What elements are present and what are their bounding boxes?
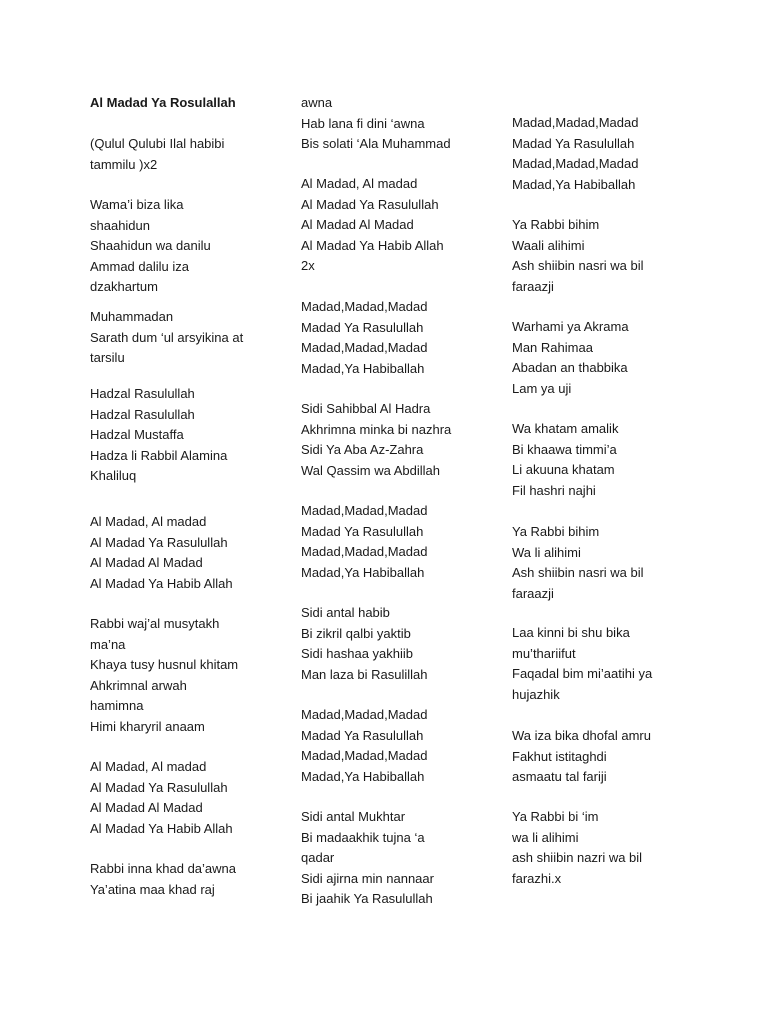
lyric-line: Al Madad Ya Habib Allah (90, 575, 233, 591)
lyric-line: Wal Qassim wa Abdillah (301, 462, 440, 478)
stanza (90, 614, 270, 737)
lyric-line: Khaliluq (90, 468, 137, 483)
lyric-line: Rabbi inna khad da’awna (90, 861, 236, 876)
lyric-line: Al Madad Al Madad (90, 800, 203, 815)
lyric-line: faraazji (512, 278, 554, 294)
lyric-line: awna (301, 95, 333, 110)
lyric-line: Lam ya uji (512, 380, 572, 396)
lyric-line: Wa li alihimi (512, 544, 581, 560)
lyric-line: Sidi antal habib (301, 605, 390, 620)
stanza (90, 307, 270, 369)
lyric-line: Bi jaahik Ya Rasulullah (301, 891, 433, 906)
lyric-line: Al Madad Ya Rasulullah (301, 196, 439, 212)
lyric-line: Madad,Ya Habiballah (512, 176, 636, 192)
lyric-line: Hab lana fi dini ‘awna (301, 115, 425, 131)
lyric-line: Madad Ya Rasulullah (512, 135, 635, 151)
lyric-line: Al Madad, Al madad (90, 759, 207, 774)
lyric-line: Hadzal Mustaffa (90, 427, 184, 442)
lyric-line: Hadzal Rasulullah (90, 406, 195, 422)
lyric-line: Wa iza bika dhofal amru (512, 728, 651, 743)
lyric-line: faraazji (512, 585, 554, 601)
lyric-line: Ya Rabbi bi ‘im (512, 809, 599, 824)
stanza (512, 522, 692, 604)
lyric-line: Waali alihimi (512, 237, 585, 253)
lyric-line: Al Madad Al Madad (90, 555, 203, 570)
stanza (90, 384, 270, 487)
lyric-line: Hadza li Rabbil Alamina (90, 447, 228, 463)
lyric-line: Sidi Ya Aba Az-Zahra (301, 442, 424, 457)
lyric-line: Madad,Madad,Madad (301, 544, 428, 559)
lyric-line: Madad,Madad,Madad (512, 156, 639, 171)
lyric-line: Wa khatam amalik (512, 421, 619, 436)
lyric-line: Ya Rabbi bihim (512, 217, 600, 232)
lyric-line: ma’na (90, 636, 126, 652)
stanza (301, 705, 486, 787)
stanza (512, 317, 692, 399)
lyric-line: Sidi antal Mukhtar (301, 809, 406, 824)
lyric-line: mu’thariifut (512, 645, 576, 661)
lyric-line: Sidi hashaa yakhiib (301, 646, 414, 661)
lyric-line: asmaatu tal fariji (512, 769, 607, 784)
lyric-line: Al Madad Ya Rasulullah (90, 779, 228, 795)
lyric-line: Ya’atina maa khad raj (90, 881, 215, 897)
lyric-line: Fil hashri najhi (512, 482, 596, 498)
lyric-line: Rabbi waj’al musytakh (90, 616, 220, 631)
lyric-line: Al Madad Ya Habib Allah (90, 820, 233, 836)
lyric-line: Bi khaawa timmi’a (512, 441, 617, 457)
lyric-line: Ahkrimnal arwah (90, 677, 187, 693)
lyric-line: Sarath dum ‘ul arsyikina at (90, 329, 244, 345)
stanza (301, 603, 486, 685)
stanza (301, 501, 486, 583)
stanza (512, 726, 692, 788)
lyric-line: Madad,Madad,Madad (301, 340, 428, 355)
lyric-line: Li akuuna khatam (512, 462, 615, 477)
lyric-line: Al Madad Al Madad (301, 217, 414, 232)
lyric-line: wa li alihimi (512, 829, 579, 845)
lyric-line: Man laza bi Rasulillah (301, 666, 428, 682)
lyric-line: farazhi.x (512, 870, 562, 886)
lyric-line: Fakhut istitaghdi (512, 748, 607, 764)
lyric-line: Bis solati ‘Ala Muhammad (301, 136, 451, 151)
lyric-line: Abadan an thabbika (512, 360, 628, 375)
lyric-line: Himi kharyril anaam (90, 718, 205, 734)
lyric-line: 2x (301, 258, 315, 273)
lyric-line: Al Madad, Al madad (301, 176, 418, 191)
lyric-line: Madad,Madad,Madad (301, 299, 428, 314)
lyric-line: (Qulul Qulubi Ilal habibi (90, 136, 225, 151)
lyric-line: dzakhartum (90, 279, 158, 294)
stanza (301, 174, 486, 277)
lyric-line: shaahidun (90, 217, 150, 233)
stanza (512, 215, 692, 297)
stanza (512, 419, 692, 501)
stanza (90, 859, 270, 900)
document-title: Al Madad Ya Rosulallah (90, 95, 236, 110)
lyric-line: Madad Ya Rasulullah (301, 523, 424, 539)
lyric-line: Warhami ya Akrama (512, 319, 629, 334)
lyric-line: Bi madaakhik tujna ‘a (301, 829, 425, 845)
stanza (90, 93, 270, 114)
lyric-line: Madad Ya Rasulullah (301, 319, 424, 335)
lyric-line: Madad,Ya Habiballah (301, 768, 425, 784)
lyric-line: Akhrimna minka bi nazhra (301, 421, 452, 437)
stanza (301, 399, 486, 481)
lyric-line: tarsilu (90, 350, 125, 365)
lyric-line: Madad,Madad,Madad (301, 707, 428, 722)
lyric-line: ash shiibin nazri wa bil (512, 850, 643, 865)
lyric-line: Madad,Ya Habiballah (301, 564, 425, 580)
lyric-line: Sidi ajirna min nannaar (301, 870, 434, 886)
stanza (301, 93, 486, 155)
stanza (90, 757, 270, 839)
stanza (512, 807, 692, 889)
lyric-line: Faqadal bim mi’aatihi ya (512, 666, 653, 681)
lyric-line: Madad,Madad,Madad (301, 748, 428, 763)
lyric-line: hujazhik (512, 686, 560, 702)
lyric-line: Khaya tusy husnul khitam (90, 657, 239, 672)
lyric-line: Ammad dalilu iza (90, 258, 189, 274)
lyric-line: Al Madad, Al madad (90, 514, 207, 529)
stanza (90, 195, 270, 298)
lyric-line: Madad,Ya Habiballah (301, 360, 425, 376)
lyric-line: Ash shiibin nasri wa bil (512, 258, 644, 273)
lyric-line: Al Madad Ya Habib Allah (301, 237, 444, 253)
lyric-line: Wama’i biza lika (90, 197, 184, 212)
lyric-line: Sidi Sahibbal Al Hadra (301, 401, 431, 416)
lyric-line: Muhammadan (90, 309, 174, 324)
lyric-line: Laa kinni bi shu bika (512, 625, 630, 640)
stanza (512, 113, 692, 195)
lyric-line: tammilu )x2 (90, 156, 158, 172)
lyric-line: Ash shiibin nasri wa bil (512, 565, 644, 580)
lyric-line: Man Rahimaa (512, 339, 593, 355)
lyric-line: Bi zikril qalbi yaktib (301, 625, 411, 641)
stanza (512, 623, 692, 705)
stanza (301, 807, 486, 910)
stanza (90, 134, 270, 175)
lyric-line: hamimna (90, 698, 144, 713)
lyric-line: Madad Ya Rasulullah (301, 727, 424, 743)
lyric-line: Ya Rabbi bihim (512, 524, 600, 539)
lyric-line: Hadzal Rasulullah (90, 386, 195, 401)
stanza (301, 297, 486, 379)
lyric-line: Madad,Madad,Madad (301, 503, 428, 518)
lyric-line: Al Madad Ya Rasulullah (90, 534, 228, 550)
lyric-line: Madad,Madad,Madad (512, 115, 639, 130)
lyric-line: qadar (301, 850, 335, 865)
stanza (90, 512, 270, 594)
lyric-line: Shaahidun wa danilu (90, 238, 211, 253)
